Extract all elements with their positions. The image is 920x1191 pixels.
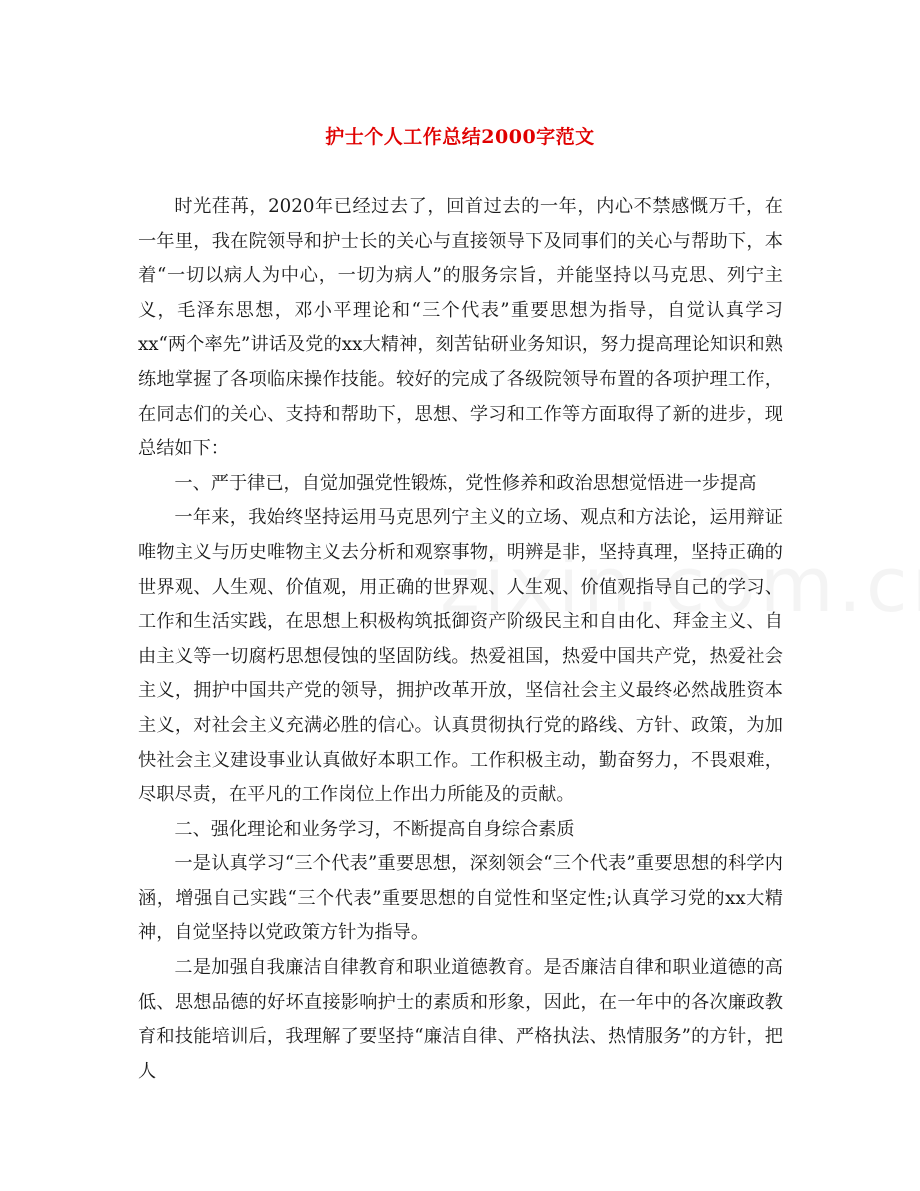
paragraph-section-2b: 二是加强自我廉洁自律教育和职业道德教育。是否廉洁自律和职业道德的高低、思想品德的好坏直接影响护士的素质和形象，因此，在一年中的各次廉政教育和技能培训后，我理解了要坚持“廉洁自律、严格执法、热情服务”的方针，把人 [138, 957, 783, 1082]
section-heading-2: 二、强化理论和业务学习，不断提高自身综合素质 [174, 818, 575, 840]
document-body [138, 190, 783, 1089]
paragraph-section-2a: 一是认真学习“三个代表”重要思想，深刻领会“三个代表”重要思想的科学内涵，增强自己实践“三个代表”重要思想的自觉性和坚定性;认真学习党的xx大精神，自觉坚持以党政策方针为指导。 [138, 853, 783, 944]
paragraph-section-1: 一年来，我始终坚持运用马克思列宁主义的立场、观点和方法论，运用辩证唯物主义与历史唯物主义去分析和观察事物，明辨是非，坚持真理，坚持正确的世界观、人生观、价值观，用正确的世界观、人生观、价值观指导自己的学习、工作和生活实践，在思想上积极构筑抵御资产阶级民主和自由化、拜金主义、自由主义等一切腐朽思想侵蚀的坚固防线。热爱祖国，热爱中国共产党，热爱社会主义，拥护中国共产党的领导，拥护改革开放，坚信社会主义最终必然战胜资本主义，对社会主义充满必胜的信心。认真贯彻执行党的路线、方针、政策，为加快社会主义建设事业认真做好本职工作。工作积极主动，勤奋努力，不畏艰难，尽职尽责，在平凡的工作岗位上作出力所能及的贡献。 [138, 507, 783, 806]
document-title: 护士个人工作总结2000字范文 [325, 126, 595, 148]
paragraph-intro: 时光荏苒，2020年已经过去了，回首过去的一年，内心不禁感慨万千，在一年里，我在院领导和护士长的关心与直接领导下及同事们的关心与帮助下，本着“一切以病人为中心，一切为病人”的服务宗旨，并能坚持以马克思、列宁主义，毛泽东思想，邓小平理论和“三个代表”重要思想为指导，自觉认真学习xx“两个率先”讲话及党的xx大精神，刻苦钻研业务知识，努力提高理论知识和熟练地掌握了各项临床操作技能。较好的完成了各级院领导布置的各项护理工作，在同志们的关心、支持和帮助下，思想、学习和工作等方面取得了新的进步，现总结如下： [138, 196, 783, 460]
section-heading-1: 一、严于律已，自觉加强党性锻炼，党性修养和政治思想觉悟进一步提高 [174, 472, 757, 494]
